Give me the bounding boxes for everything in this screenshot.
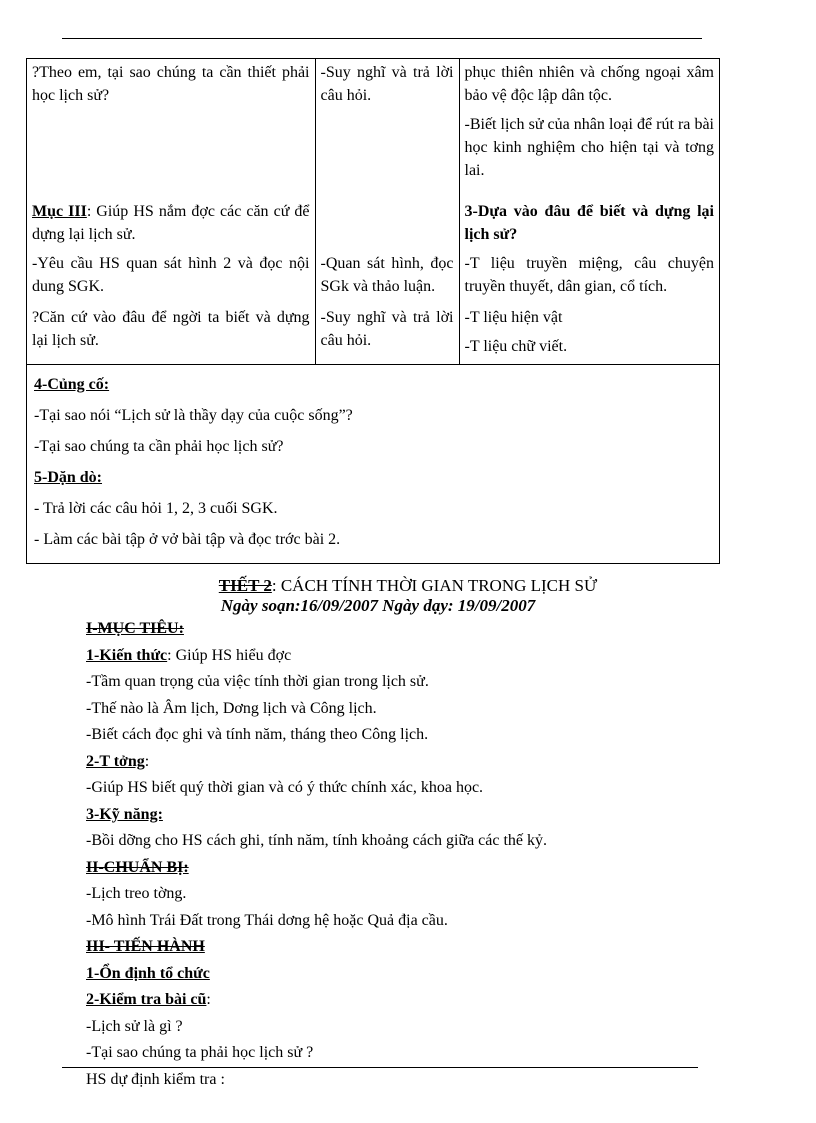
body-line: HS dự định kiểm tra :: [86, 1070, 225, 1088]
lesson-name: : CÁCH TÍNH THỜI GIAN TRONG LỊCH SỬ: [271, 576, 598, 595]
lesson-title: [0, 576, 816, 596]
content-cell: [459, 304, 719, 364]
table-row: [27, 198, 719, 304]
student-activity-cell: [315, 304, 459, 364]
cell-text: [32, 200, 310, 246]
subsection-label: 2-Kiểm tra bài cũ: [86, 991, 207, 1008]
teacher-activity-cell: [27, 198, 315, 304]
header-rule: [62, 38, 702, 39]
cell-text: ?Theo em, tại sao chúng ta cần thiết phải học lịch sử?: [32, 64, 310, 104]
subsection-label: 1-Kiến thức: [86, 646, 168, 664]
summary-section: [27, 364, 719, 563]
body-line: -Lịch treo tờng.: [86, 885, 187, 902]
cell-text: -Suy nghĩ và trả lời câu hỏi.: [320, 309, 454, 349]
subsection: [86, 643, 726, 670]
student-activity-cell: [315, 198, 459, 304]
subsection-label: 2-T tởng: [86, 752, 145, 770]
teacher-activity-cell: [27, 59, 315, 198]
table-row: [27, 59, 719, 198]
footer-rule: [62, 1067, 698, 1068]
body-line: -Giúp HS biết quý thời gian và có ý thức chính xác, khoa học.: [86, 779, 484, 796]
cell-text: ?Căn cứ vào đâu để ngời ta biết và dựng lại lịch sử.: [32, 309, 310, 349]
consolidation-heading: 4-Củng cố:: [34, 376, 110, 393]
body-line: -Tại sao chúng ta phải học lịch sử ?: [86, 1044, 314, 1061]
subsection: [86, 987, 726, 1014]
section-heading: 3-Dựa vào đâu để biết và dựng lại lịch sử?: [464, 203, 714, 243]
lesson-table: [27, 59, 719, 364]
cell-text: -T liệu chữ viết.: [464, 338, 568, 355]
content-cell: [459, 198, 719, 304]
section-label: Mục III: [32, 203, 87, 220]
section-heading: III- TIẾN HÀNH: [86, 938, 205, 955]
body-line: -Mô hình Trái Đất trong Thái dơng hệ hoặc Quả địa cầu.: [86, 911, 448, 929]
summary-line: -Tại sao nói “Lịch sử là thầy dạy của cuộc sống”?: [34, 407, 353, 424]
cell-text: -T liệu truyền miệng, câu chuyện truyền thuyết, dân gian, cổ tích.: [464, 255, 714, 295]
lesson-number: TIẾT 2: [218, 576, 272, 595]
student-activity-cell: [315, 59, 459, 198]
subsection-text: :: [144, 752, 150, 770]
summary-line: - Trả lời các câu hỏi 1, 2, 3 cuối SGK.: [34, 500, 278, 517]
summary-line: -Tại sao chúng ta cần phải học lịch sử?: [34, 438, 284, 455]
body-line: -Lịch sử là gì ?: [86, 1017, 183, 1035]
subsection-label: 3-Kỹ năng:: [86, 805, 163, 823]
cell-text: -T liệu hiện vật: [464, 309, 563, 326]
cell-text: -Yêu cầu HS quan sát hình 2 và đọc nội dung SGK.: [32, 255, 310, 295]
cell-text: -Biết lịch sử của nhân loại để rút ra bài học kinh nghiệm cho hiện tại và tơng lai.: [464, 116, 714, 179]
section-heading: II-CHUẨN BỊ:: [86, 858, 189, 876]
content-cell: [459, 59, 719, 198]
subsection-label: 1-Ổn định tổ chức: [86, 964, 210, 982]
summary-line: - Làm các bài tập ở vở bài tập và đọc trớc bài 2.: [34, 531, 341, 548]
subsection: [86, 749, 726, 776]
cell-text: -Quan sát hình, đọc SGk và thảo luận.: [320, 255, 454, 295]
homework-heading: 5-Dặn dò:: [34, 469, 103, 486]
cell-text: -Suy nghĩ và trả lời câu hỏi.: [320, 64, 454, 104]
section-heading: I-MỤC TIÊU:: [86, 620, 184, 637]
section-text: : Giúp HS nắm đợc các căn cứ để dựng lại lịch sử.: [32, 203, 310, 243]
subsection-text: : Giúp HS hiểu đợc: [167, 646, 292, 664]
cell-text: phục thiên nhiên và chống ngoại xâm bảo vệ độc lập dân tộc.: [464, 64, 714, 104]
lesson-table-frame: [26, 58, 720, 564]
lesson-body: [86, 616, 726, 1093]
body-line: -Tầm quan trọng của việc tính thời gian trong lịch sử.: [86, 673, 429, 690]
body-line: -Biết cách đọc ghi và tính năm, tháng theo Công lịch.: [86, 726, 429, 743]
body-line: -Bồi dỡng cho HS cách ghi, tính năm, tính khoảng cách giữa các thế kỷ.: [86, 832, 548, 849]
lesson-date: Ngày soạn:16/09/2007 Ngày dạy: 19/09/2007: [220, 596, 536, 615]
subsection-text: :: [206, 991, 211, 1008]
body-line: -Thế nào là Âm lịch, Dơng lịch và Công lịch.: [86, 699, 377, 717]
teacher-activity-cell: [27, 304, 315, 364]
table-row: [27, 304, 719, 364]
